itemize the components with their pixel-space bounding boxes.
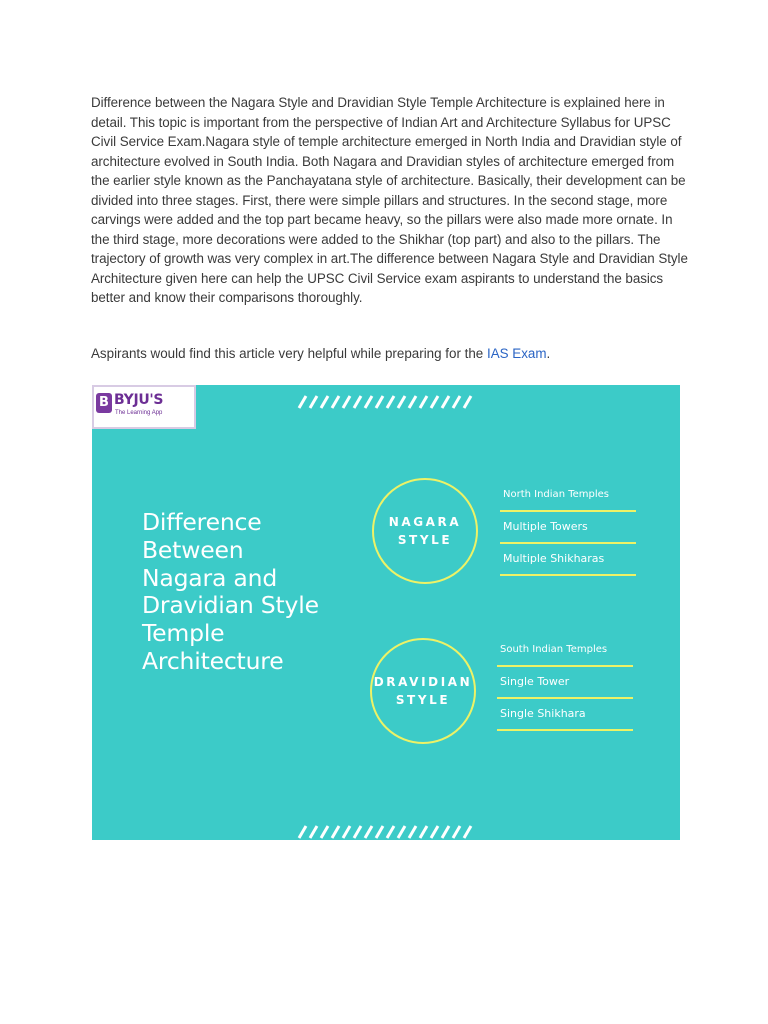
decorative-stripes-top <box>297 395 477 409</box>
list-item <box>497 672 633 704</box>
list-item <box>500 517 636 549</box>
infographic-title <box>142 509 319 676</box>
feature-underline <box>500 574 636 576</box>
aspirants-period: . <box>546 346 551 361</box>
feature-underline <box>497 729 633 731</box>
intro-paragraph: Difference between the Nagara Style and Dravidian Style Temple Architecture is explained here in detail. This topic is important from the perspective of Indian Art and Architecture Syllabus for UPSC Civil Service Exam.Nagara style of temple architecture emerged in North India and Dravidian style of architecture evolved in South India. Both Nagara and Dravidian styles of architecture emerged from the earlier style known as the Panchayatana style of architecture. Basically, their development can be divided into three stages. First, there were simple pillars and structures. In the second stage, more carvings were added and the top part became heavy, so the pillars were also made more ornate. In the third stage, more decorations were added to the Shikhar (top part) and also to the pillars. The trajectory of growth was very complex in art.The difference between Nagara Style and Dravidian Style Architecture given here can help the UPSC Civil Service exam aspirants to understand the basics better and know their comparisons thoroughly. <box>91 95 688 305</box>
circle-label-line: NAGARA <box>388 515 462 529</box>
byjus-logo <box>92 385 196 429</box>
logo-tagline: The Learning App <box>115 410 163 416</box>
nagara-features-list <box>500 485 636 581</box>
aspirants-sentence <box>91 344 691 364</box>
list-item <box>500 549 636 581</box>
feature-label: Single Shikhara <box>500 707 586 720</box>
feature-underline <box>500 510 636 512</box>
list-item <box>497 640 633 672</box>
feature-label: Multiple Towers <box>503 520 588 533</box>
title-line: Temple <box>142 619 225 648</box>
feature-label: South Indian Temples <box>500 644 608 655</box>
dravidian-style-circle <box>370 638 476 744</box>
ias-exam-link[interactable]: IAS Exam <box>486 346 547 361</box>
circle-label-line: DRAVIDIAN <box>373 675 473 689</box>
feature-underline <box>500 542 636 544</box>
title-line: Architecture <box>142 646 284 675</box>
title-line: Difference <box>142 508 262 536</box>
list-item <box>497 704 633 736</box>
dravidian-features-list <box>497 640 633 736</box>
aspirants-text: Aspirants would find this article very helpful while preparing for the <box>91 346 487 361</box>
title-line: Dravidian Style <box>142 591 319 620</box>
comparison-infographic <box>92 385 680 840</box>
decorative-stripes-bottom <box>297 825 477 839</box>
nagara-style-circle <box>372 478 478 584</box>
logo-name: BYJU'S <box>114 392 164 408</box>
logo-mark-icon: B <box>96 393 112 413</box>
title-line: Between <box>142 535 244 564</box>
list-item <box>500 485 636 517</box>
circle-label-line: STYLE <box>395 693 451 707</box>
feature-label: Multiple Shikharas <box>503 552 605 565</box>
feature-label: North Indian Temples <box>503 489 609 500</box>
title-line: Nagara and <box>142 563 278 592</box>
feature-underline <box>497 665 633 667</box>
circle-label-line: STYLE <box>397 533 453 547</box>
feature-label: Single Tower <box>500 675 570 688</box>
feature-underline <box>497 697 633 699</box>
